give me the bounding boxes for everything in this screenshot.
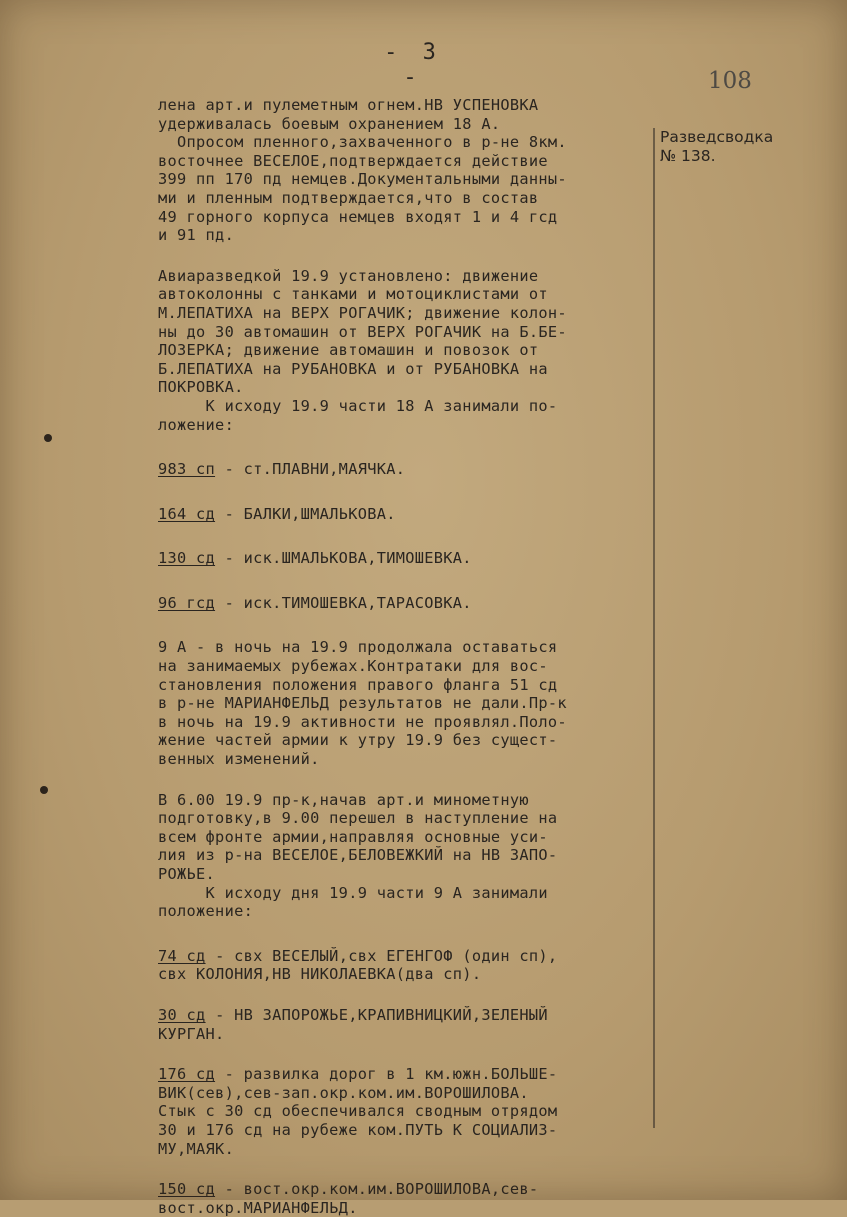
text-line: лена арт.и пулеметным огнем.НВ УСПЕНОВКА <box>158 96 539 114</box>
text-line: Стык с 30 сд обеспечивался сводным отрядом <box>158 1102 558 1121</box>
page-number: - 3 - <box>384 40 442 90</box>
text-line: всем фронте армии,направляя основные уси- <box>158 827 548 846</box>
unit-name: 96 гсд <box>158 593 216 612</box>
binding-hole-mark <box>40 786 48 794</box>
text-line: свх КОЛОНИЯ,НВ НИКОЛАЕВКА(два сп). <box>158 965 482 984</box>
unit-entry <box>158 1006 648 1043</box>
text-line: и 91 пд. <box>158 226 235 245</box>
text-line: КУРГАН. <box>158 1024 225 1043</box>
paragraph <box>158 638 648 768</box>
text-line: ВИК(сев),сев-зап.окр.ком.им.ВОРОШИЛОВА. <box>158 1083 529 1102</box>
unit-position: - иск.ТИМОШЕВКА,ТАРАСОВКА. <box>215 593 472 612</box>
unit-position: - вост.окр.ком.им.ВОРОШИЛОВА,сев- <box>215 1180 539 1199</box>
text-line: в р-не МАРИАНФЕЛЬД результатов не дали.Пр-к <box>158 694 567 713</box>
unit-name: 30 сд <box>158 1005 206 1024</box>
unit-name: 176 сд <box>158 1065 216 1084</box>
text-line: К исходу 19.9 части 18 А занимали по- <box>158 396 558 415</box>
paragraph <box>158 133 648 245</box>
report-body <box>158 96 648 1217</box>
text-line: ЛОЗЕРКА; движение автомашин и повозок от <box>158 341 539 360</box>
text-line: Опросом пленного,захваченного в р-не 8км. <box>158 133 567 152</box>
margin-note-line: № 138. <box>660 147 716 165</box>
unit-name: 74 сд <box>158 946 206 965</box>
archive-sheet-number: 108 <box>708 68 752 94</box>
unit-position: - развилка дорог в 1 км.южн.БОЛЬШЕ- <box>215 1065 558 1084</box>
text-line: 9 А - в ночь на 19.9 продолжала оставаться <box>158 638 558 657</box>
margin-rule <box>653 128 655 1128</box>
paragraph <box>158 267 648 397</box>
paragraph <box>158 397 648 434</box>
text-line: жение частей армии к утру 19.9 без сущест- <box>158 731 558 750</box>
binding-hole-mark <box>44 434 52 442</box>
unit-name: 983 сп <box>158 460 216 479</box>
unit-name: 164 сд <box>158 504 216 523</box>
unit-position: - иск.ШМАЛЬКОВА,ТИМОШЕВКА. <box>215 549 472 568</box>
text-line: удерживалась боевым охранением 18 А. <box>158 114 501 133</box>
text-line: лия из р-на ВЕСЕЛОЕ,БЕЛОВЕЖКИЙ на НВ ЗАПО- <box>158 846 558 865</box>
text-line: 30 и 176 сд на рубеже ком.ПУТЬ К СОЦИАЛИЗ- <box>158 1120 558 1139</box>
text-line: Б.ЛЕПАТИХА на РУБАНОВКА и от РУБАНОВКА на <box>158 359 548 378</box>
text-line: М.ЛЕПАТИХА на ВЕРХ РОГАЧИК; движение колон- <box>158 303 567 322</box>
paragraph <box>158 884 648 921</box>
text-line: подготовку,в 9.00 перешел в наступление на <box>158 809 558 828</box>
text-line: Авиаразведкой 19.9 установлено: движение <box>158 266 539 285</box>
text-line: положение: <box>158 902 254 921</box>
unit-name: 130 сд <box>158 549 216 568</box>
text-line: МУ,МАЯК. <box>158 1139 235 1158</box>
text-line: РОЖЬЕ. <box>158 865 216 883</box>
text-line: В 6.00 19.9 пр-к,начав арт.и минометную <box>158 790 529 809</box>
text-line: ны до 30 автомашин от ВЕРХ РОГАЧИК на Б.БЕ- <box>158 322 567 341</box>
text-line: на занимаемых рубежах.Контратаки для вос- <box>158 657 548 676</box>
text-line: вост.окр.МАРИАНФЕЛЬД. <box>158 1198 358 1217</box>
paragraph <box>158 96 648 133</box>
paragraph <box>158 791 648 884</box>
unit-entry <box>158 549 648 568</box>
text-line: К исходу дня 19.9 части 9 А занимали <box>158 883 548 902</box>
text-line: становления положения правого фланга 51 сд <box>158 675 558 694</box>
unit-entry <box>158 947 648 984</box>
unit-entry <box>158 505 648 524</box>
text-line: ложение: <box>158 415 235 434</box>
text-line: венных изменений. <box>158 750 320 769</box>
text-line: восточнее ВЕСЕЛОЕ,подтверждается действие <box>158 151 548 170</box>
unit-position: - свх ВЕСЕЛЫЙ,свх ЕГЕНГОФ (один сп), <box>205 946 558 965</box>
text-line: автоколонны с танками и мотоциклистами от <box>158 285 548 304</box>
unit-entry <box>158 460 648 479</box>
margin-note <box>660 128 773 166</box>
unit-position: - НВ ЗАПОРОЖЬЕ,КРАПИВНИЦКИЙ,ЗЕЛЕНЫЙ <box>205 1005 548 1024</box>
text-line: ПОКРОВКА. <box>158 378 244 397</box>
text-line: 399 пп 170 пд немцев.Документальными данны- <box>158 170 567 189</box>
unit-entry <box>158 1180 648 1217</box>
margin-note-line: Разведсводка <box>660 128 774 146</box>
text-line: 49 горного корпуса немцев входят 1 и 4 гсд <box>158 207 558 226</box>
unit-entry <box>158 594 648 613</box>
text-line: ми и пленным подтверждается,что в состав <box>158 188 539 207</box>
unit-position: - БАЛКИ,ШМАЛЬКОВА. <box>215 504 396 523</box>
text-line: в ночь на 19.9 активности не проявлял.Поло- <box>158 712 567 731</box>
unit-name: 150 сд <box>158 1180 216 1199</box>
unit-position: - ст.ПЛАВНИ,МАЯЧКА. <box>215 460 406 479</box>
unit-entry <box>158 1065 648 1158</box>
